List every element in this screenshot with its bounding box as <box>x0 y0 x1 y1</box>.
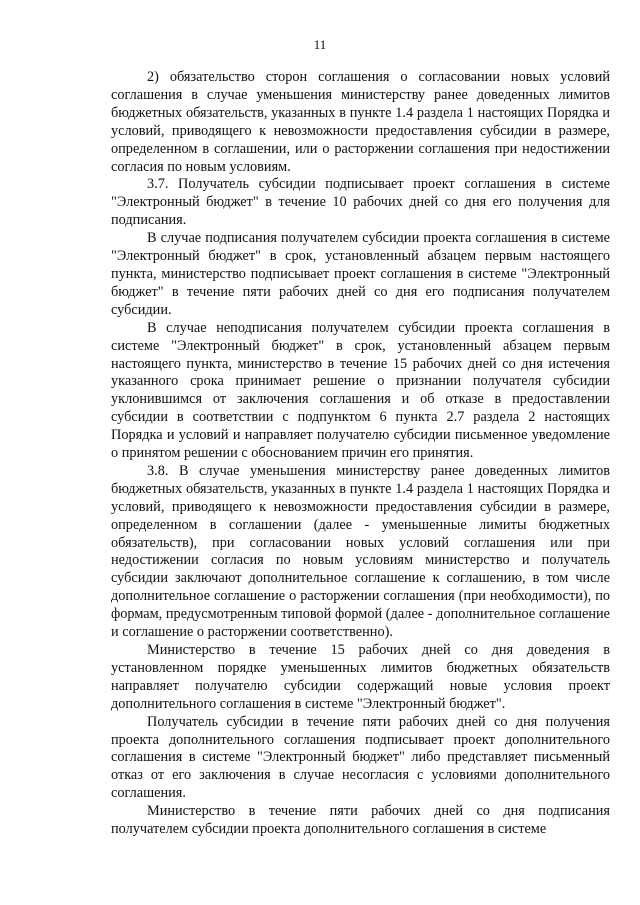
page-number: 11 <box>313 37 327 52</box>
paragraph-3-8: 3.8. В случае уменьшения министерству ранее доведенных лимитов бюджетных обязательств, указанных в пункте 1.4 раздела 1 настоящих Порядка и условий, приводящего к невозможности предоставления субсидии в размере, определенном в соглашении (далее - уменьшенные лимиты бюджетных обязательств), при согласовании новых условий соглашения или при недостижении согласия по новым условиям министерство и получатель субсидии заключают дополнительное соглашение к соглашению, в том числе дополнительное соглашение о расторжении соглашения (при необходимости), по формам, предусмотренным типовой формой (далее - дополнительное соглашение и соглашение о расторжении соответственно). <box>111 462 610 641</box>
paragraph-recipient-signs: Получатель субсидии в течение пяти рабочих дней со дня получения проекта дополнительного соглашения подписывает проект дополнительного соглашения в системе "Электронный бюджет" либо представляет письменный отказ от его заключения в случае несогласия с условиями дополнительного соглашения. <box>111 713 610 802</box>
body-text <box>111 69 610 839</box>
paragraph-ministry-signs: Министерство в течение пяти рабочих дней со дня подписания получателем субсидии проекта дополнительного соглашения в системе <box>111 803 610 838</box>
paragraph-3-7: 3.7. Получатель субсидии подписывает проект соглашения в системе "Электронный бюджет" в течение 10 рабочих дней со дня его получения для подписания. <box>111 176 610 229</box>
paragraph-obligation-item-2: 2) обязательство сторон соглашения о согласовании новых условий соглашения в случае уменьшения министерству ранее доведенных лимитов бюджетных обязательств, указанных в пункте 1.4 раздела 1 настоящих Порядка и условий, приводящего к невозможности предоставления субсидии в размере, определенном в соглашении, или о расторжении соглашения при недостижении согласия по новым условиям. <box>111 69 610 175</box>
paragraph-ministry-sends-draft: Министерство в течение 15 рабочих дней со дня доведения в установленном порядке уменьшенных лимитов бюджетных обязательств направляет получателю субсидии содержащий новые условия проект дополнительного соглашения в системе "Электронный бюджет". <box>111 642 610 712</box>
paragraph-signing-case: В случае подписания получателем субсидии проекта соглашения в системе "Электронный бюджет" в срок, установленный абзацем первым настоящего пункта, министерство подписывает проект соглашения в системе "Электронный бюджет" в течение пяти рабочих дней со дня его подписания получателем субсидии. <box>111 230 610 318</box>
paragraph-non-signing-case: В случае неподписания получателем субсидии проекта соглашения в системе "Электронный бюджет" в срок, установленный абзацем первым настоящего пункта, министерство в течение 15 рабочих дней со дня истечения указанного срока принимает решение о признании получателя субсидии уклонившимся от заключения соглашения и об отказе в предоставлении субсидии в соответствии с подпунктом 6 пункта 2.7 раздела 2 настоящих Порядка и условий и направляет получателю субсидии письменное уведомление о принятом решении с обоснованием причин его принятия. <box>111 319 610 462</box>
